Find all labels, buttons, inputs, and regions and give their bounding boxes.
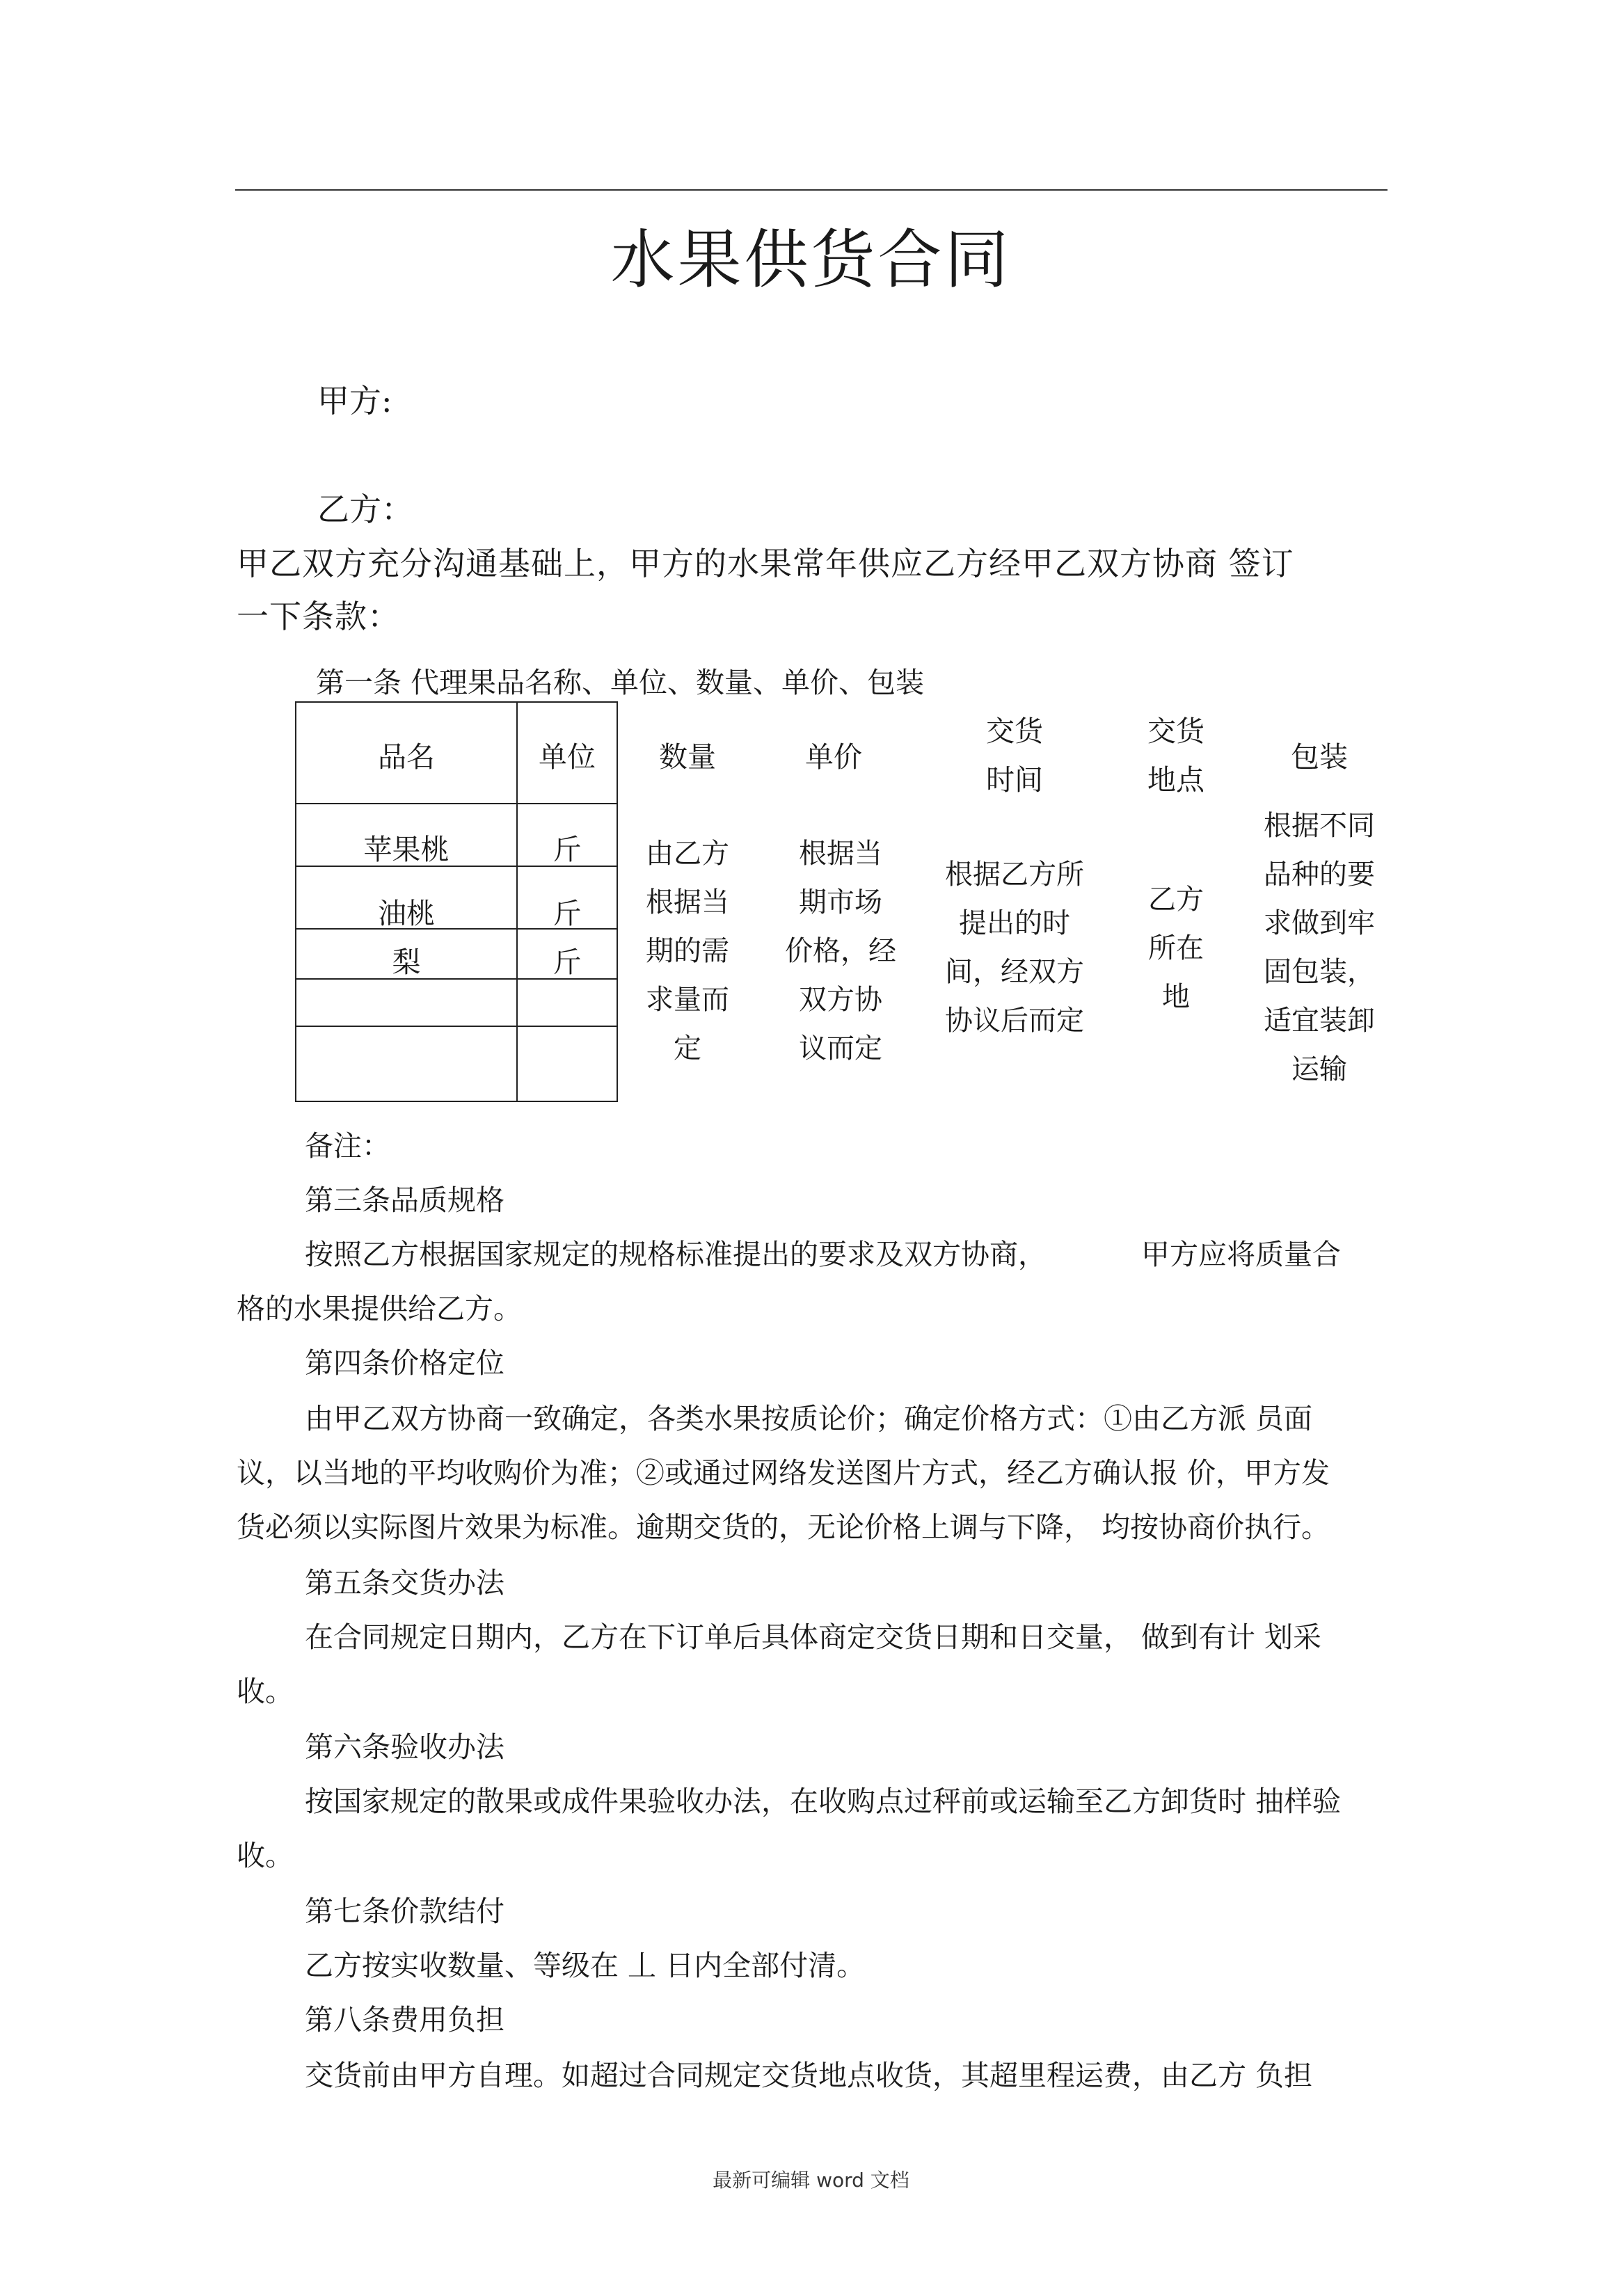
cell-line: 品种的要 bbox=[1264, 859, 1375, 891]
quantity-cell bbox=[618, 829, 757, 1073]
cell-line: 期市场 bbox=[799, 886, 882, 918]
article-3-heading: 第三条品质规格 bbox=[305, 1183, 504, 1217]
article-4-text: 货必须以实际图片效果为标准。逾期交货的，无论价格上调与下降， 均按协商价执行。 bbox=[237, 1510, 1330, 1544]
header-quantity: 数量 bbox=[659, 740, 716, 774]
header-delivery-time-1: 交货 bbox=[986, 715, 1043, 748]
header-price: 单价 bbox=[805, 740, 862, 774]
article-1-heading: 第一条 代理果品名称、单位、数量、单价、包装 bbox=[316, 666, 925, 699]
article-4-text: 议，以当地的平均收购价为准；②或通过网络发送图片方式，经乙方确认报 价，甲方发 bbox=[237, 1456, 1330, 1490]
cell-line: 由乙方 bbox=[646, 838, 729, 870]
table-border-bottom bbox=[295, 1101, 618, 1102]
row-name: 油桃 bbox=[378, 897, 435, 930]
delivery-time-cell bbox=[925, 850, 1104, 1045]
cell-line: 间，经双方 bbox=[945, 956, 1084, 988]
article-5-text: 在合同规定日期内，乙方在下订单后具体商定交货日期和日交量， 做到有计 划采 bbox=[305, 1620, 1322, 1654]
party-a-label: 甲方: bbox=[317, 382, 392, 420]
cell-line: 求量而 bbox=[646, 984, 729, 1016]
article-4-heading: 第四条价格定位 bbox=[305, 1346, 504, 1380]
cell-line: 议而定 bbox=[799, 1033, 882, 1065]
article-6-heading: 第六条验收办法 bbox=[305, 1730, 504, 1764]
row-name: 梨 bbox=[392, 946, 421, 979]
page-footer: 最新可编辑 word 文档 bbox=[713, 2169, 909, 2192]
price-cell bbox=[764, 829, 917, 1073]
article-3-text: 格的水果提供给乙方。 bbox=[237, 1292, 522, 1325]
delivery-place-cell bbox=[1113, 875, 1239, 1021]
table-border bbox=[295, 803, 618, 804]
header-name: 品名 bbox=[378, 740, 435, 774]
row-unit: 斤 bbox=[552, 897, 582, 930]
article-8-heading: 第八条费用负担 bbox=[305, 2003, 504, 2036]
article-3-text: 甲方应将质量合 bbox=[1141, 1238, 1341, 1271]
article-5-text: 收。 bbox=[237, 1675, 294, 1708]
header-delivery-time-2: 时间 bbox=[986, 763, 1043, 797]
cell-line: 适宜装卸 bbox=[1264, 1005, 1375, 1037]
header-packaging: 包装 bbox=[1291, 740, 1348, 774]
article-6-text: 收。 bbox=[237, 1839, 294, 1872]
table-border bbox=[295, 1026, 618, 1027]
cell-line: 地 bbox=[1162, 981, 1190, 1013]
article-5-heading: 第五条交货办法 bbox=[305, 1566, 504, 1600]
cell-line: 定 bbox=[674, 1033, 701, 1065]
cell-line: 所在 bbox=[1148, 932, 1204, 964]
article-4-text: 由甲乙双方协商一致确定，各类水果按质论价；确定价格方式：①由乙方派 员面 bbox=[305, 1402, 1313, 1435]
document-title: 水果供货合同 bbox=[610, 223, 1012, 297]
packaging-cell bbox=[1243, 802, 1396, 1094]
cell-line: 期的需 bbox=[646, 935, 729, 967]
cell-line: 双方协 bbox=[799, 984, 882, 1016]
intro-line-2: 一下条款： bbox=[237, 598, 400, 635]
header-delivery-place-2: 地点 bbox=[1147, 763, 1204, 797]
cell-line: 根据当 bbox=[799, 838, 882, 870]
cell-line: 运输 bbox=[1291, 1053, 1347, 1085]
cell-line: 提出的时 bbox=[959, 907, 1070, 939]
article-7-text: 乙方按实收数量、等级在 丄 日内全部付清。 bbox=[305, 1949, 866, 1982]
header-delivery-place-1: 交货 bbox=[1147, 715, 1204, 748]
cell-line: 协议后而定 bbox=[945, 1005, 1084, 1037]
cell-line: 价格，经 bbox=[785, 935, 896, 967]
cell-line: 求做到牢 bbox=[1264, 907, 1375, 939]
cell-line: 根据不同 bbox=[1264, 810, 1375, 842]
intro-line-1: 甲乙双方充分沟通基础上，甲方的水果常年供应乙方经甲乙双方协商 签订 bbox=[237, 545, 1294, 582]
party-b-label: 乙方： bbox=[317, 491, 413, 528]
table-border-top bbox=[295, 701, 618, 703]
row-name: 苹果桃 bbox=[363, 833, 450, 866]
row-unit: 斤 bbox=[552, 833, 582, 866]
article-3-text: 按照乙方根据国家规定的规格标准提出的要求及双方协商， bbox=[305, 1238, 1047, 1271]
remark-label: 备注： bbox=[305, 1129, 390, 1163]
header-unit: 单位 bbox=[539, 740, 596, 774]
article-7-heading: 第七条价款结付 bbox=[305, 1895, 504, 1928]
cell-line: 固包装， bbox=[1264, 956, 1375, 988]
article-6-text: 按国家规定的散果或成件果验收办法，在收购点过秤前或运输至乙方卸货时 抽样验 bbox=[305, 1785, 1342, 1818]
cell-line: 根据乙方所 bbox=[945, 859, 1084, 891]
cell-line: 根据当 bbox=[646, 886, 729, 918]
cell-line: 乙方 bbox=[1148, 884, 1204, 916]
article-8-text: 交货前由甲方自理。如超过合同规定交货地点收货，其超里程运费，由乙方 负担 bbox=[305, 2059, 1313, 2092]
row-unit: 斤 bbox=[552, 946, 582, 979]
header-rule bbox=[235, 189, 1388, 191]
